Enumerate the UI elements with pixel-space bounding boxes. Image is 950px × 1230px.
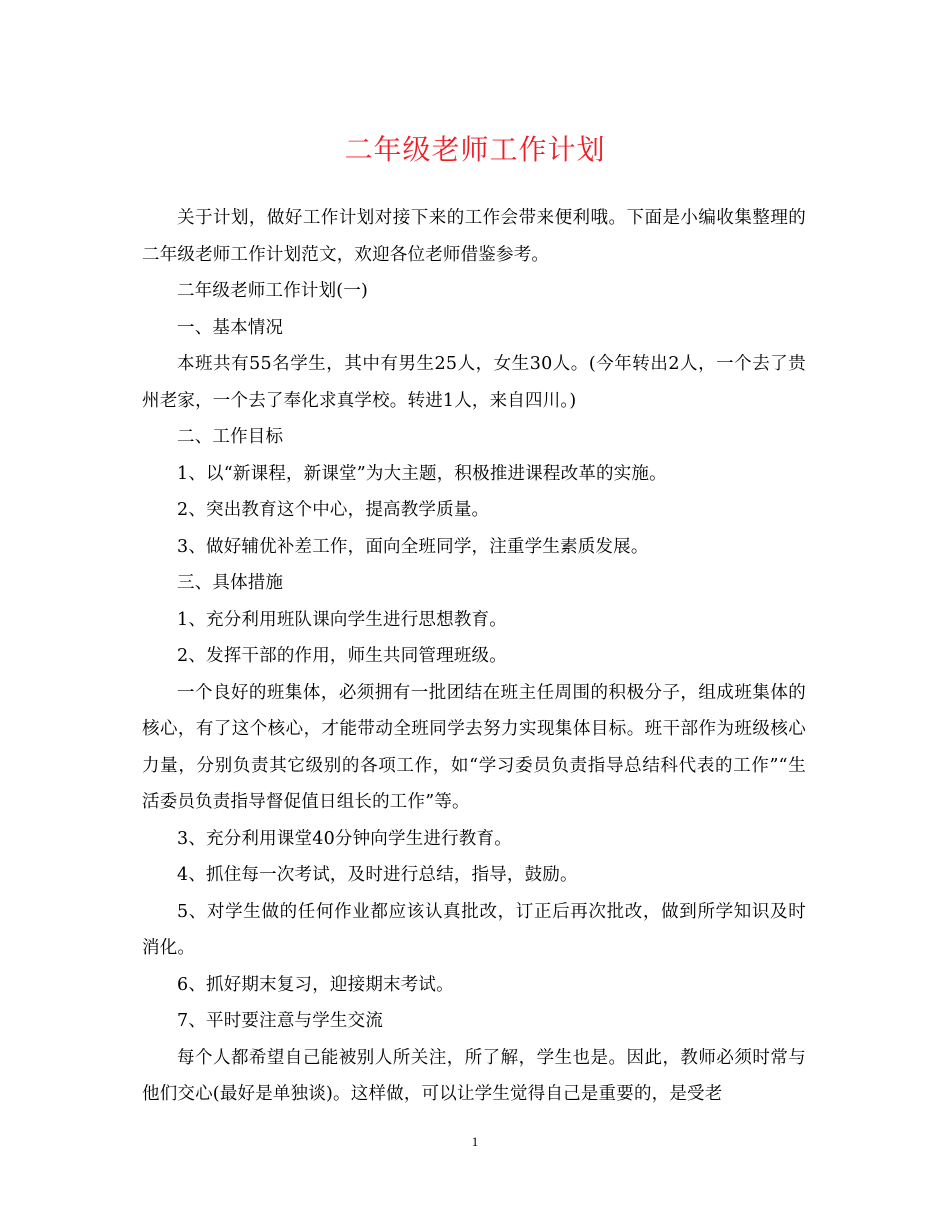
- list-item-measure-6: 6、抓好期末复习，迎接期末考试。: [177, 974, 454, 995]
- paragraph-class-cadres: 一个良好的班集体，必须拥有一批团结在班主任周围的积极分子，组成班集体的核心，有了这个核心，才能带动全班同学去努力实现集体目标。班干部作为班级核心力量，分别负责其它级别的各项工作，如“学习委员负责指导总结科代表的工作”“生活委员负责指导督促值日组长的工作”等。: [142, 682, 806, 812]
- section-heading-basic-info: 一、基本情况: [177, 317, 284, 338]
- page-number: 1: [471, 1134, 479, 1149]
- list-item-measure-4: 4、抓住每一次考试，及时进行总结，指导，鼓励。: [177, 865, 578, 885]
- list-item-measure-5: 5、对学生做的任何作业都应该认真批改，订正后再次批改，做到所学知识及时消化。: [142, 901, 806, 958]
- list-item-goal-1: 1、以“新课程，新课堂”为大主题，积极推进课程改革的实施。: [177, 463, 667, 484]
- list-item-goal-3: 3、做好辅优补差工作，面向全班同学，注重学生素质发展。: [177, 536, 649, 557]
- list-item-measure-7: 7、平时要注意与学生交流: [177, 1011, 384, 1031]
- paragraph-class-info: 本班共有55名学生，其中有男生25人，女生30人。(今年转出2人，一个去了贵州老家，一个去了奉化求真学校。转进1人，来自四川。): [142, 354, 806, 411]
- list-item-measure-3: 3、充分利用课堂40分钟向学生进行教育。: [177, 828, 512, 849]
- document-title: 二年级老师工作计划: [344, 133, 606, 166]
- list-item-measure-2: 2、发挥干部的作用，师生共同管理班级。: [177, 646, 507, 666]
- section-heading-plan-one: 二年级老师工作计划(一): [177, 281, 369, 301]
- list-item-goal-2: 2、突出教育这个中心，提高教学质量。: [177, 500, 490, 520]
- paragraph-intro: 关于计划，做好工作计划对接下来的工作会带来便利哦。下面是小编收集整理的二年级老师工作计划范文，欢迎各位老师借鉴参考。: [142, 208, 806, 265]
- section-heading-measures: 三、具体措施: [177, 573, 284, 593]
- paragraph-communication: 每个人都希望自己能被别人所关注，所了解，学生也是。因此，教师必须时常与他们交心(最好是单独谈)。这样做，可以让学生觉得自己是重要的，是受老: [142, 1047, 806, 1104]
- document-body: [142, 200, 806, 1113]
- list-item-measure-1: 1、充分利用班队课向学生进行思想教育。: [177, 609, 507, 630]
- section-heading-goals: 二、工作目标: [177, 427, 284, 447]
